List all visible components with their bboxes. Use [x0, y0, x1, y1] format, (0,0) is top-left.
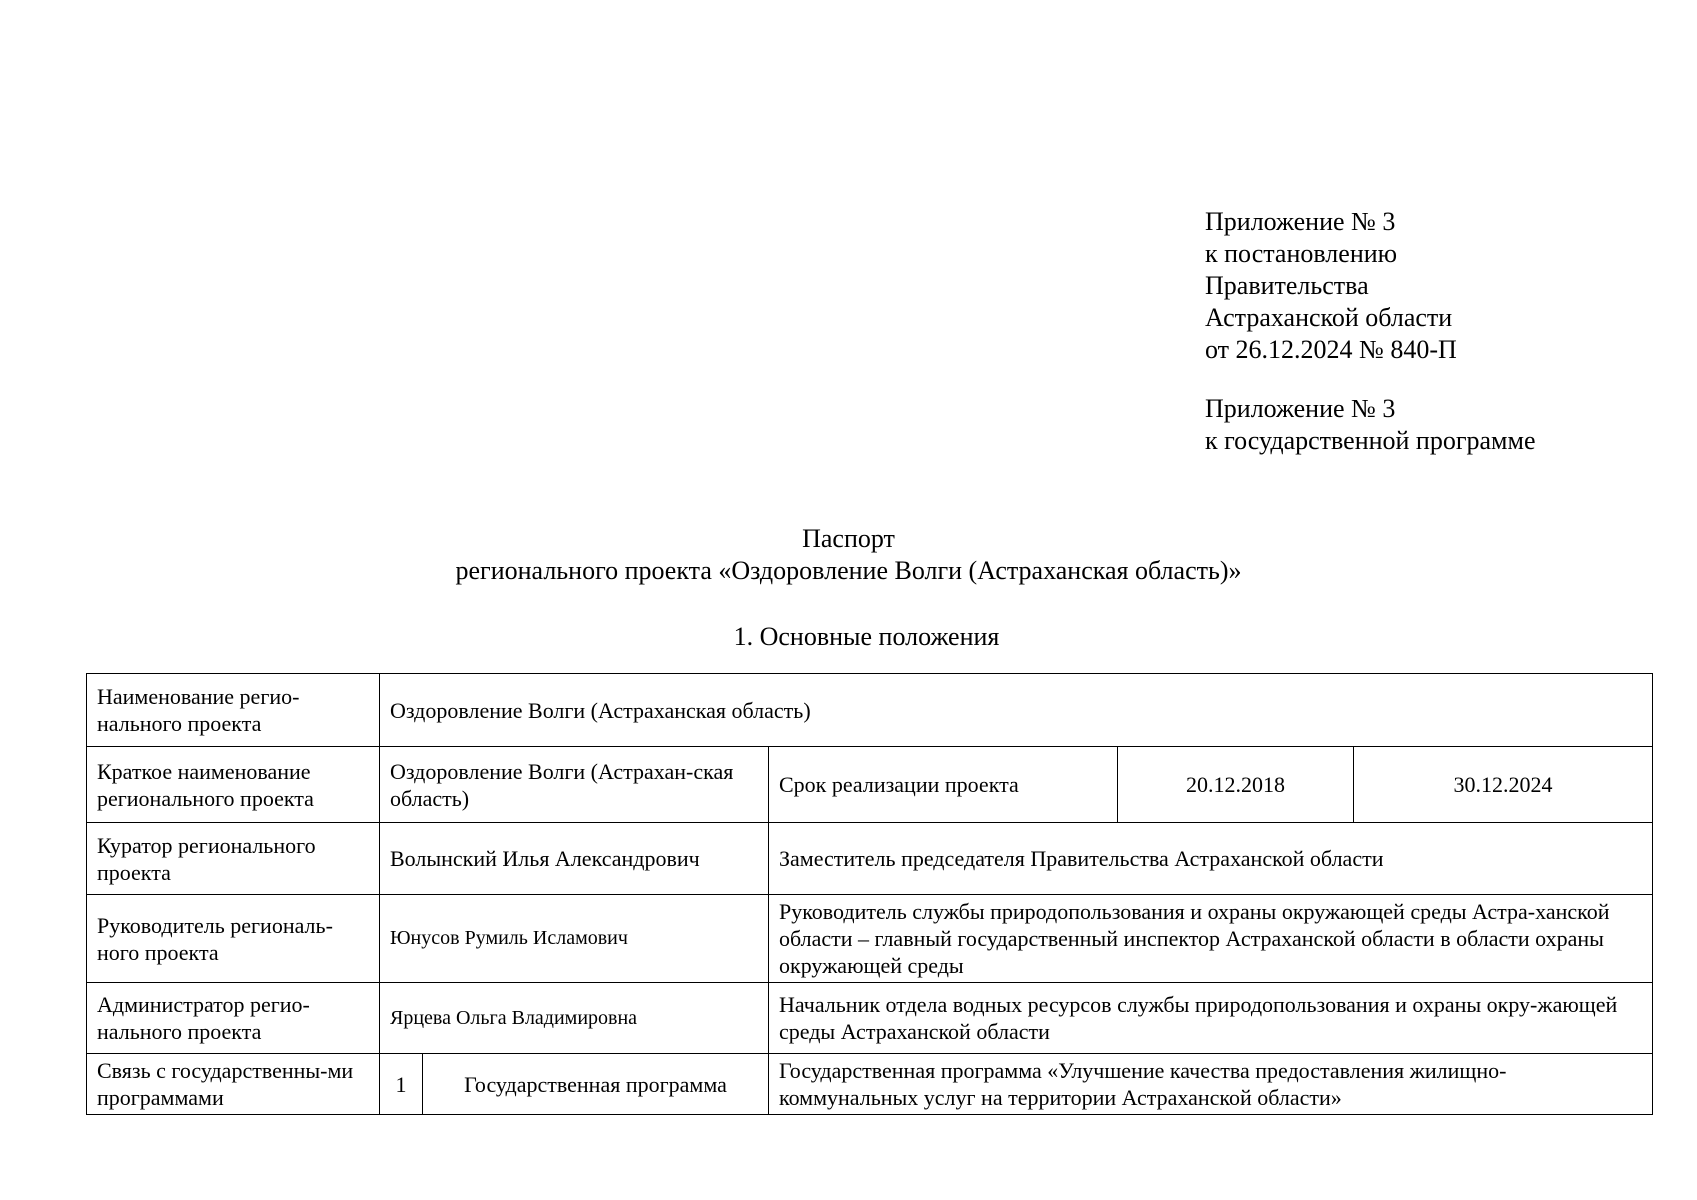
row-label: Администратор регио-нального проекта: [87, 983, 380, 1054]
row-label: Куратор регионального проекта: [87, 823, 380, 895]
document-subtitle: регионального проекта «Оздоровление Волги (Астраханская область)»: [455, 556, 1242, 585]
end-date: 30.12.2024: [1354, 747, 1653, 823]
program-kind: Государственная программа: [423, 1054, 769, 1115]
administrator-position: Начальник отдела водных ресурсов службы природопользования и охраны окру-жающей среды Астраханской области: [769, 983, 1653, 1054]
table-row-short-name: [87, 747, 1653, 823]
appendix-line: Астраханской области: [1205, 303, 1453, 332]
row-label: Руководитель региональ-ного проекта: [87, 895, 380, 983]
passport-table: [86, 673, 1653, 1115]
document-title: Паспорт: [802, 524, 895, 553]
row-label: Связь с государственны-ми программами: [87, 1054, 380, 1115]
curator-name: Волынский Илья Александрович: [380, 823, 769, 895]
appendix-gov-decree: [1205, 206, 1457, 366]
appendix-line: Правительства: [1205, 271, 1369, 300]
appendix-line: Приложение № 3: [1205, 394, 1396, 423]
row-label: Наименование регио-нального проекта: [87, 674, 380, 747]
short-name-value: Оздоровление Волги (Астрахан-ская область): [380, 747, 769, 823]
curator-position: Заместитель председателя Правительства Астраханской области: [769, 823, 1653, 895]
project-name-value: Оздоровление Волги (Астраханская область): [380, 674, 1653, 747]
appendix-line: Приложение № 3: [1205, 207, 1396, 236]
term-label: Срок реализации проекта: [769, 747, 1118, 823]
start-date: 20.12.2018: [1118, 747, 1354, 823]
table-row-programs: [87, 1054, 1653, 1115]
table-row-administrator: [87, 983, 1653, 1054]
head-position: Руководитель службы природопользования и охраны окружающей среды Астра-ханской области – главный государственный инспектор Астраханской области в области охраны окружающей среды: [769, 895, 1653, 983]
administrator-name: Ярцева Ольга Владимировна: [380, 983, 769, 1054]
appendix-line: к государственной программе: [1205, 426, 1536, 455]
program-name: Государственная программа «Улучшение качества предоставления жилищно-коммунальных услуг на территории Астраханской области»: [769, 1054, 1653, 1115]
program-number: 1: [380, 1054, 423, 1115]
row-label: Краткое наименование регионального проекта: [87, 747, 380, 823]
appendix-program: [1205, 393, 1536, 457]
table-row-head: [87, 895, 1653, 983]
appendix-line: к постановлению: [1205, 239, 1398, 268]
head-name: Юнусов Румиль Исламович: [380, 895, 769, 983]
table-row-curator: [87, 823, 1653, 895]
section-heading: 1. Основные положения: [733, 622, 1000, 651]
table-row-project-name: [87, 674, 1653, 747]
appendix-line: от 26.12.2024 № 840-П: [1205, 335, 1457, 364]
